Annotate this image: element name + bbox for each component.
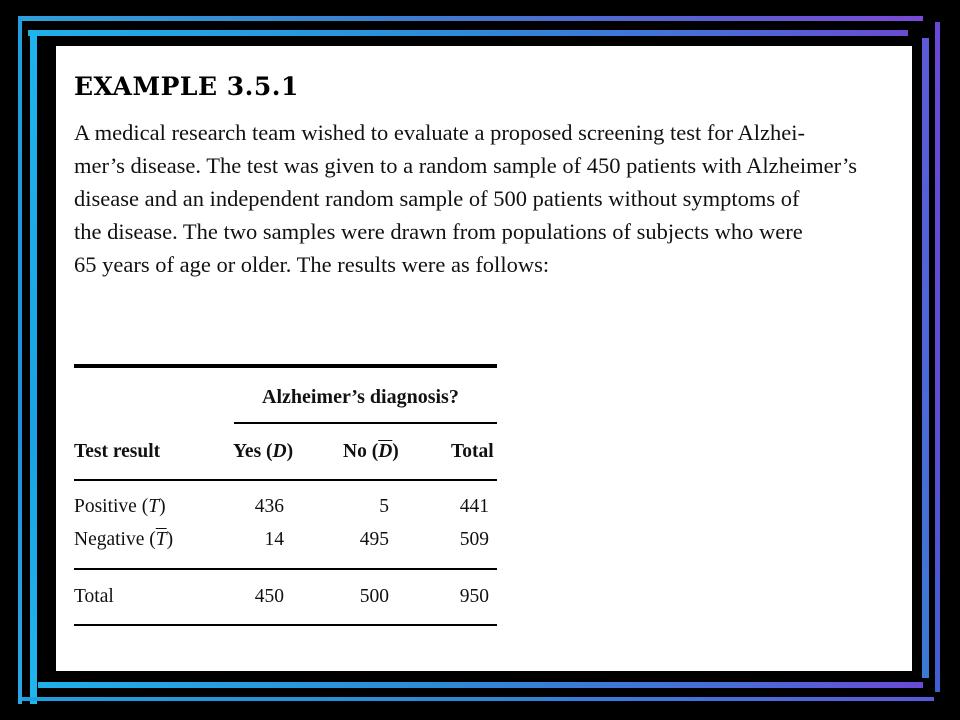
totals-rule [74,568,497,570]
paragraph-line: disease and an independent random sample of 500 patients without symptoms of [74,186,800,211]
row-label-negative: Negative $(\overline{T})$ [74,529,174,550]
table-bottom-rule [74,624,497,626]
row-label-positive: Positive (T) [74,496,166,517]
cell-negative-yes: 14 [264,529,284,550]
paragraph-line: the disease. The two samples were drawn from populations of subjects who were [74,219,803,244]
right-inner-border [922,38,929,678]
symbol-d: D [272,441,287,462]
cell-total-yes: 450 [254,586,284,607]
column-header-yes: Yes (D) [233,441,294,462]
row-label-total: Total [74,586,114,607]
right-outer-border [935,22,940,692]
cell-positive-no: 5 [379,496,389,517]
cell-positive-total: 441 [459,496,489,517]
paragraph-line: mer’s disease. The test was given to a random sample of 450 patients with Alzheimer’s [74,153,857,178]
column-header-total: Total [451,441,494,462]
document-page [56,46,912,671]
table-top-rule [74,364,497,368]
cell-total-total: 950 [459,586,489,607]
column-header-no: No $(\overline{D})$ [343,441,399,462]
left-outer-border [18,16,22,704]
group-header: Alzheimer’s diagnosis? [262,386,459,408]
cell-total-no: 500 [359,586,389,607]
group-header-rule [234,422,497,424]
cell-negative-no: 495 [359,529,389,550]
symbol-d-bar: $\overline{D}$ [378,441,393,462]
cell-negative-total: 509 [459,529,489,550]
top-inner-border [28,30,908,36]
example-heading: EXAMPLE 3.5.1 [74,72,299,101]
left-inner-border [30,30,37,704]
top-outer-border [18,16,923,21]
paragraph-line: 65 years of age or older. The results were as follows: [74,252,550,277]
paragraph-line: A medical research team wished to evaluate a proposed screening test for Alzhei- [74,120,805,145]
bottom-inner-border [38,682,923,688]
header-rule [74,479,497,481]
cell-positive-yes: 436 [254,496,284,517]
example-paragraph [74,116,894,281]
row-header: Test result [74,441,161,462]
bottom-outer-border [22,697,934,701]
